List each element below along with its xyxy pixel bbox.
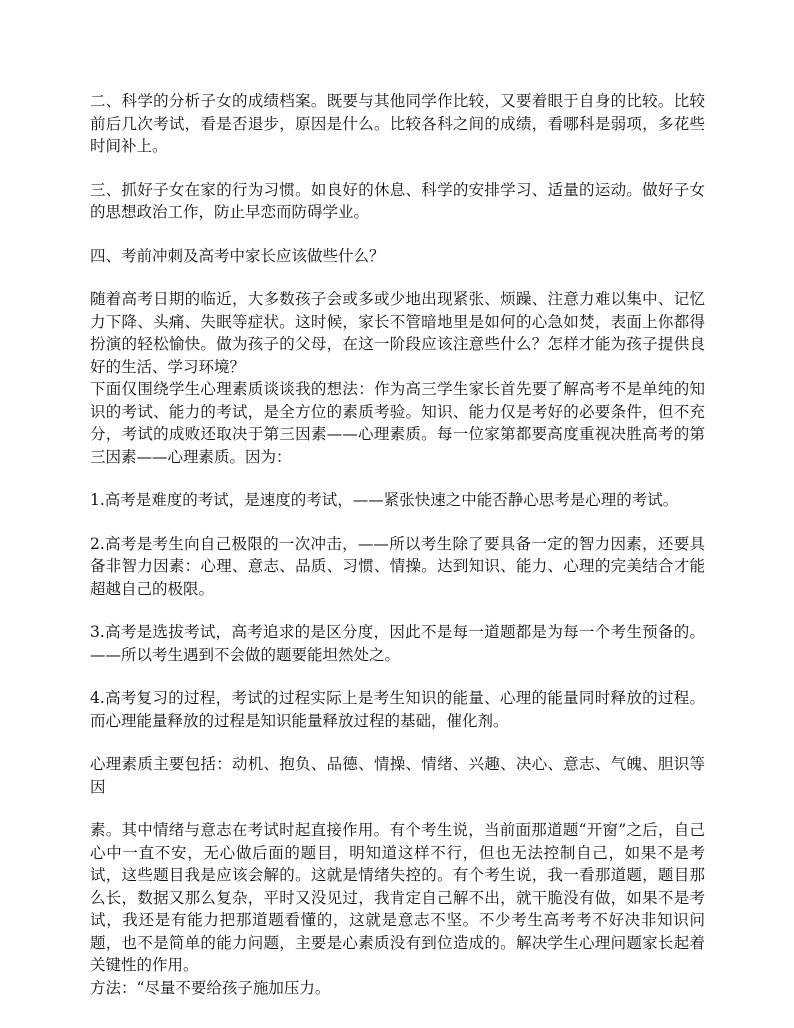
paragraph-psychological-quality: 下面仅围绕学生心理素质谈谈我的想法：作为高三学生家长首先要了解高考不是单纯的知识的考试、能力的考试，是全方位的素质考验。知识、能力仅是考好的必要条件，但不充分，考试的成败还取决于第三因素——心理素质。每一位家第都要高度重视决胜高考的第三因素——心理素质。因为： [90, 380, 705, 466]
paragraph-emotion-will: 素。其中情绪与意志在考试时起直接作用。有个考生说，当前面那道题“开窗”之后，自己心中一直不安，无心做后面的题目，明知道这样不行，但也无法控制自己，如果不是考试，这些题目我是应该会解的。这就是情绪失控的。有个考生说，我一看那道题，题目那么长，数据又那么复杂，平时又没见过，我肯定自己解不出，就干脆没有做，如果不是考试，我还是有能力把那道题看懂的，这就是意志不坚。不少考生高考考不好决非知识问题，也不是简单的能力问题，主要是心素质没有到位造成的。解决学生心理问题家长起着关键性的作用。 [90, 821, 705, 974]
list-item-4: 4.高考复习的过程，考试的过程实际上是考生知识的能量、心理的能量同时释放的过程。而心理能量释放的过程是知识能量释放过程的基础，催化剂。 [90, 689, 705, 730]
paragraph-quality-components: 心理素质主要包括：动机、抱负、品德、情操、情绪、兴趣、决心、意志、气魄、胆识等因 [90, 755, 705, 796]
list-item-2: 2.高考是考生向自己极限的一次冲击，——所以考生除了要具备一定的智力因素，还要具备非智力因素：心理、意志、品质、习惯、情操。达到知识、能力、心理的完美结合才能超越自己的极限。 [90, 534, 705, 598]
list-item-1: 1.高考是难度的考试，是速度的考试，——紧张快速之中能否静心思考是心理的考试。 [90, 491, 679, 509]
paragraph-behavior-habits: 三、抓好子女在家的行为习惯。如良好的休息、科学的安排学习、适量的运动。做好子女的思想政治工作，防止早恋而防碍学业。 [90, 180, 705, 221]
paragraph-exam-approaching: 随着高考日期的临近，大多数孩子会或多或少地出现紧张、烦躁、注意力难以集中、记忆力下降、头痛、失眠等症状。这时候，家长不管暗地里是如何的心急如焚，表面上你都得扮演的轻松愉快。做为孩子的父母，在这一阶段应该注意些什么？怎样才能为孩子提供良好的生活、学习环境？ [90, 290, 705, 376]
paragraph-analyze-grades: 二、科学的分析子女的成绩档案。既要与其他同学作比较，又要着眼于自身的比较。比较前后几次考试，看是否退步，原因是什么。比较各科之间的成绩，看哪科是弱项，多花些时间补上。 [90, 92, 705, 155]
list-item-3: 3.高考是选拔考试，高考追求的是区分度，因此不是每一道题都是为每一个考生预备的。——所以考生遇到不会做的题要能坦然处之。 [90, 623, 705, 664]
paragraph-method: 方法：“尽量不要给孩子施加压力。 [90, 978, 331, 997]
section-heading-sprint: 四、考前冲刺及高考中家长应该做些什么？ [90, 246, 385, 265]
document-page [90, 90, 705, 999]
